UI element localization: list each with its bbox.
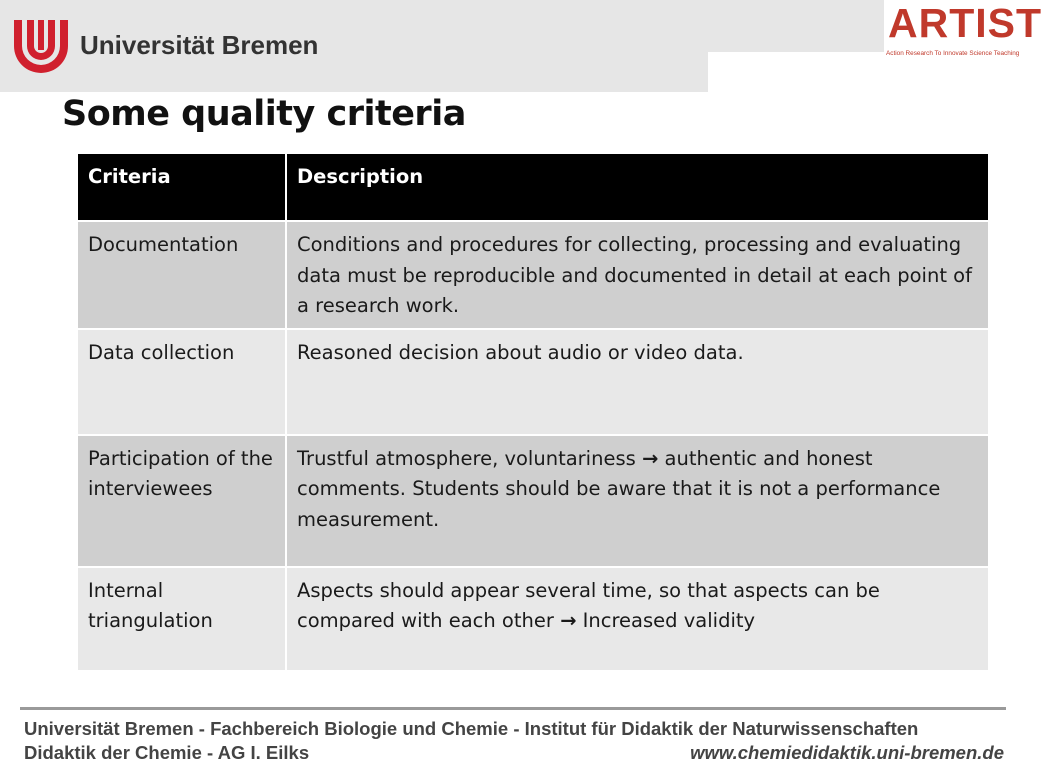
criteria-cell: Internal triangulation	[77, 567, 286, 671]
description-cell	[286, 435, 989, 567]
column-header-criteria: Criteria	[77, 153, 286, 221]
description-cell: Reasoned decision about audio or video data.	[286, 329, 989, 435]
university-logo-icon	[10, 12, 72, 74]
description-text-post: authentic and honest comments. Students should be aware that it is not a performance measurement.	[297, 446, 941, 531]
criteria-cell: Documentation	[77, 221, 286, 329]
arrow-right-icon: →	[560, 609, 577, 632]
table-row	[77, 435, 989, 567]
project-logo-tagline: Action Research To Innovate Science Teaching	[886, 50, 1020, 57]
criteria-cell: Participation of the interviewees	[77, 435, 286, 567]
table-row	[77, 329, 989, 435]
table-row	[77, 567, 989, 671]
criteria-table	[76, 152, 990, 672]
column-header-description: Description	[286, 153, 989, 221]
footer-url[interactable]: www.chemiedidaktik.uni-bremen.de	[690, 742, 1004, 763]
footer-institute-line: Universität Bremen - Fachbereich Biologie und Chemie - Institut für Didaktik der Naturwissenschaften	[24, 718, 919, 739]
description-cell	[286, 567, 989, 671]
project-logo-wordmark: ARTIST	[888, 0, 1042, 46]
university-name: Universität Bremen	[80, 30, 319, 60]
footer-group-line: Didaktik der Chemie - AG I. Eilks	[24, 742, 310, 763]
project-logo	[884, 0, 1042, 64]
description-cell: Conditions and procedures for collecting, processing and evaluating data must be reproducible and documented in detail at each point of a research work.	[286, 221, 989, 329]
description-text-pre: Aspects should appear several time, so that aspects can be compared with each other	[297, 578, 880, 632]
page-title: Some quality criteria	[62, 94, 466, 134]
description-text-pre: Trustful atmosphere, voluntariness	[297, 446, 636, 470]
table-header-row	[77, 153, 989, 221]
criteria-cell: Data collection	[77, 329, 286, 435]
description-text-post: Increased validity	[582, 609, 756, 632]
arrow-right-icon: →	[641, 446, 659, 470]
footer-divider	[20, 707, 1006, 710]
table-row	[77, 221, 989, 329]
